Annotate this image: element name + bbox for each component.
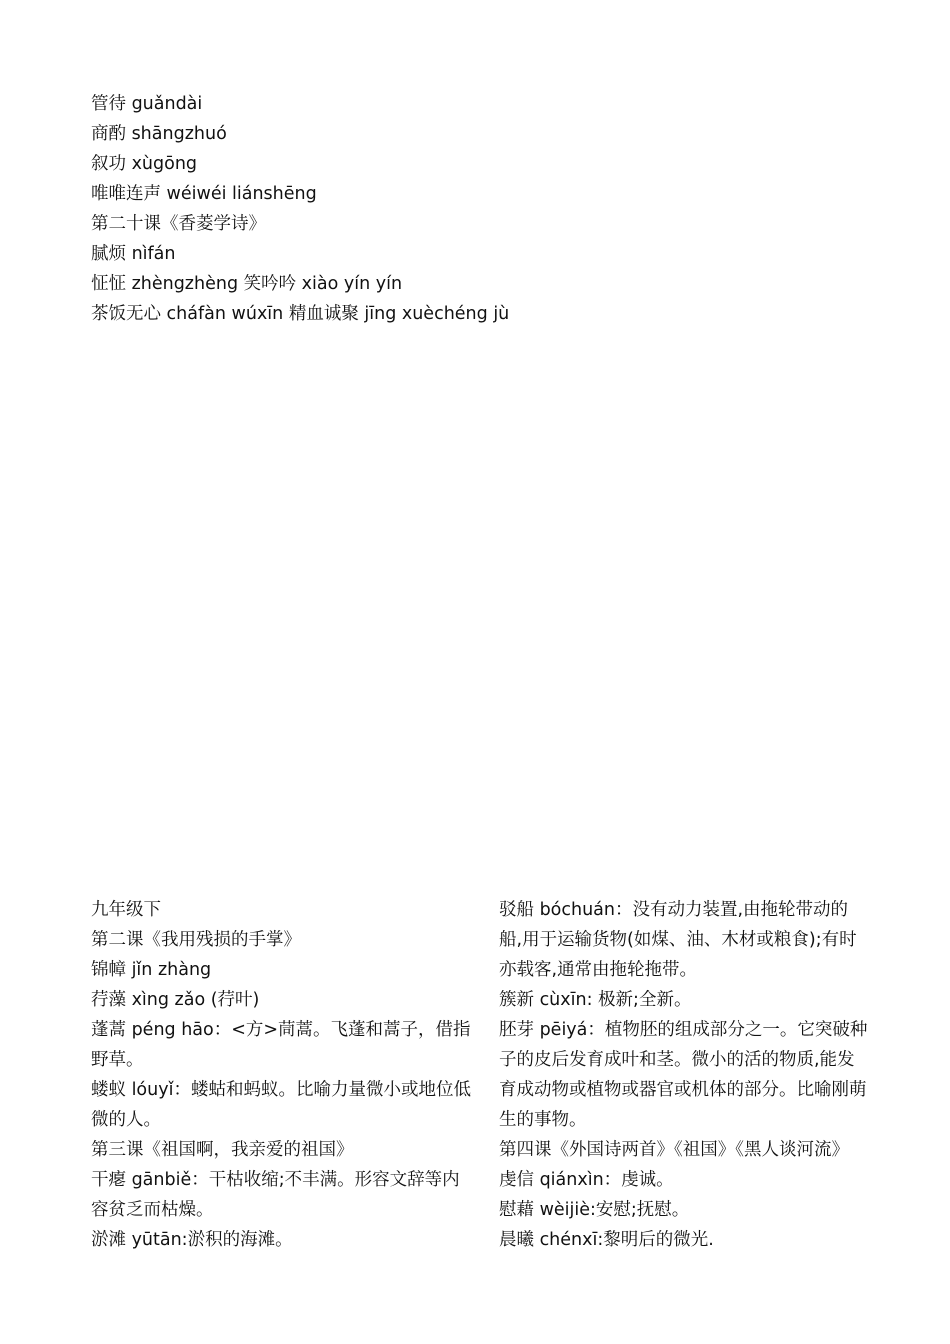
top-vocabulary-block <box>91 89 851 329</box>
vocab-line: 茶饭无心 cháfàn wúxīn 精血诚聚 jīng xuèchéng jù <box>91 304 510 324</box>
vocab-entry: 干瘪 gānbiě：干枯收缩;不丰满。形容文辞等内容贫乏而枯燥。 <box>91 1170 460 1220</box>
vocab-entry: 锦幛 jǐn zhàng <box>91 960 212 980</box>
vocab-entry: 驳船 bóchuán：没有动力装置,由拖轮带动的船,用于运输货物(如煤、油、木材或粮食);有时亦载客,通常由拖轮拖带。 <box>499 900 857 980</box>
vocab-entry: 蝼蚁 lóuyǐ：蝼蛄和蚂蚁。比喻力量微小或地位低微的人。 <box>91 1080 471 1130</box>
vocab-line: 管待 guǎndài <box>91 94 203 114</box>
vocab-entry: 蓬蒿 péng hāo：<方>茼蒿。飞蓬和蒿子，借指野草。 <box>91 1020 471 1070</box>
vocab-entry: 晨曦 chénxī:黎明后的微光. <box>499 1230 714 1250</box>
vocab-line: 怔怔 zhèngzhèng 笑吟吟 xiào yín yín <box>91 274 403 294</box>
right-column <box>499 895 871 1255</box>
vocab-entry: 荇藻 xìng zǎo (荇叶) <box>91 990 260 1010</box>
vocab-line: 腻烦 nìfán <box>91 244 176 264</box>
vocab-entry: 簇新 cùxīn: 极新;全新。 <box>499 990 692 1010</box>
vocab-entry: 胚芽 pēiyá：植物胚的组成部分之一。它突破种子的皮后发育成叶和茎。微小的活的物质,能发育成动物或植物或器官或机体的部分。比喻刚萌生的事物。 <box>499 1020 868 1130</box>
vocab-entry: 慰藉 wèijiè:安慰;抚慰。 <box>499 1200 690 1220</box>
vocab-line: 商酌 shāngzhuó <box>91 124 227 144</box>
vocab-entry: 淤滩 yūtān:淤积的海滩。 <box>91 1230 293 1250</box>
lesson-heading: 第二十课《香菱学诗》 <box>91 214 266 234</box>
grade-heading: 九年级下 <box>91 900 161 920</box>
left-column <box>91 895 471 1255</box>
vocab-entry: 虔信 qiánxìn：虔诚。 <box>499 1170 674 1190</box>
vocab-line: 叙功 xùgōng <box>91 154 198 174</box>
lesson-heading: 第二课《我用残损的手掌》 <box>91 930 301 950</box>
lesson-heading: 第四课《外国诗两首》《祖国》《黑人谈河流》 <box>499 1140 849 1160</box>
lesson-heading: 第三课《祖国啊，我亲爱的祖国》 <box>91 1140 354 1160</box>
vocab-line: 唯唯连声 wéiwéi liánshēng <box>91 184 317 204</box>
